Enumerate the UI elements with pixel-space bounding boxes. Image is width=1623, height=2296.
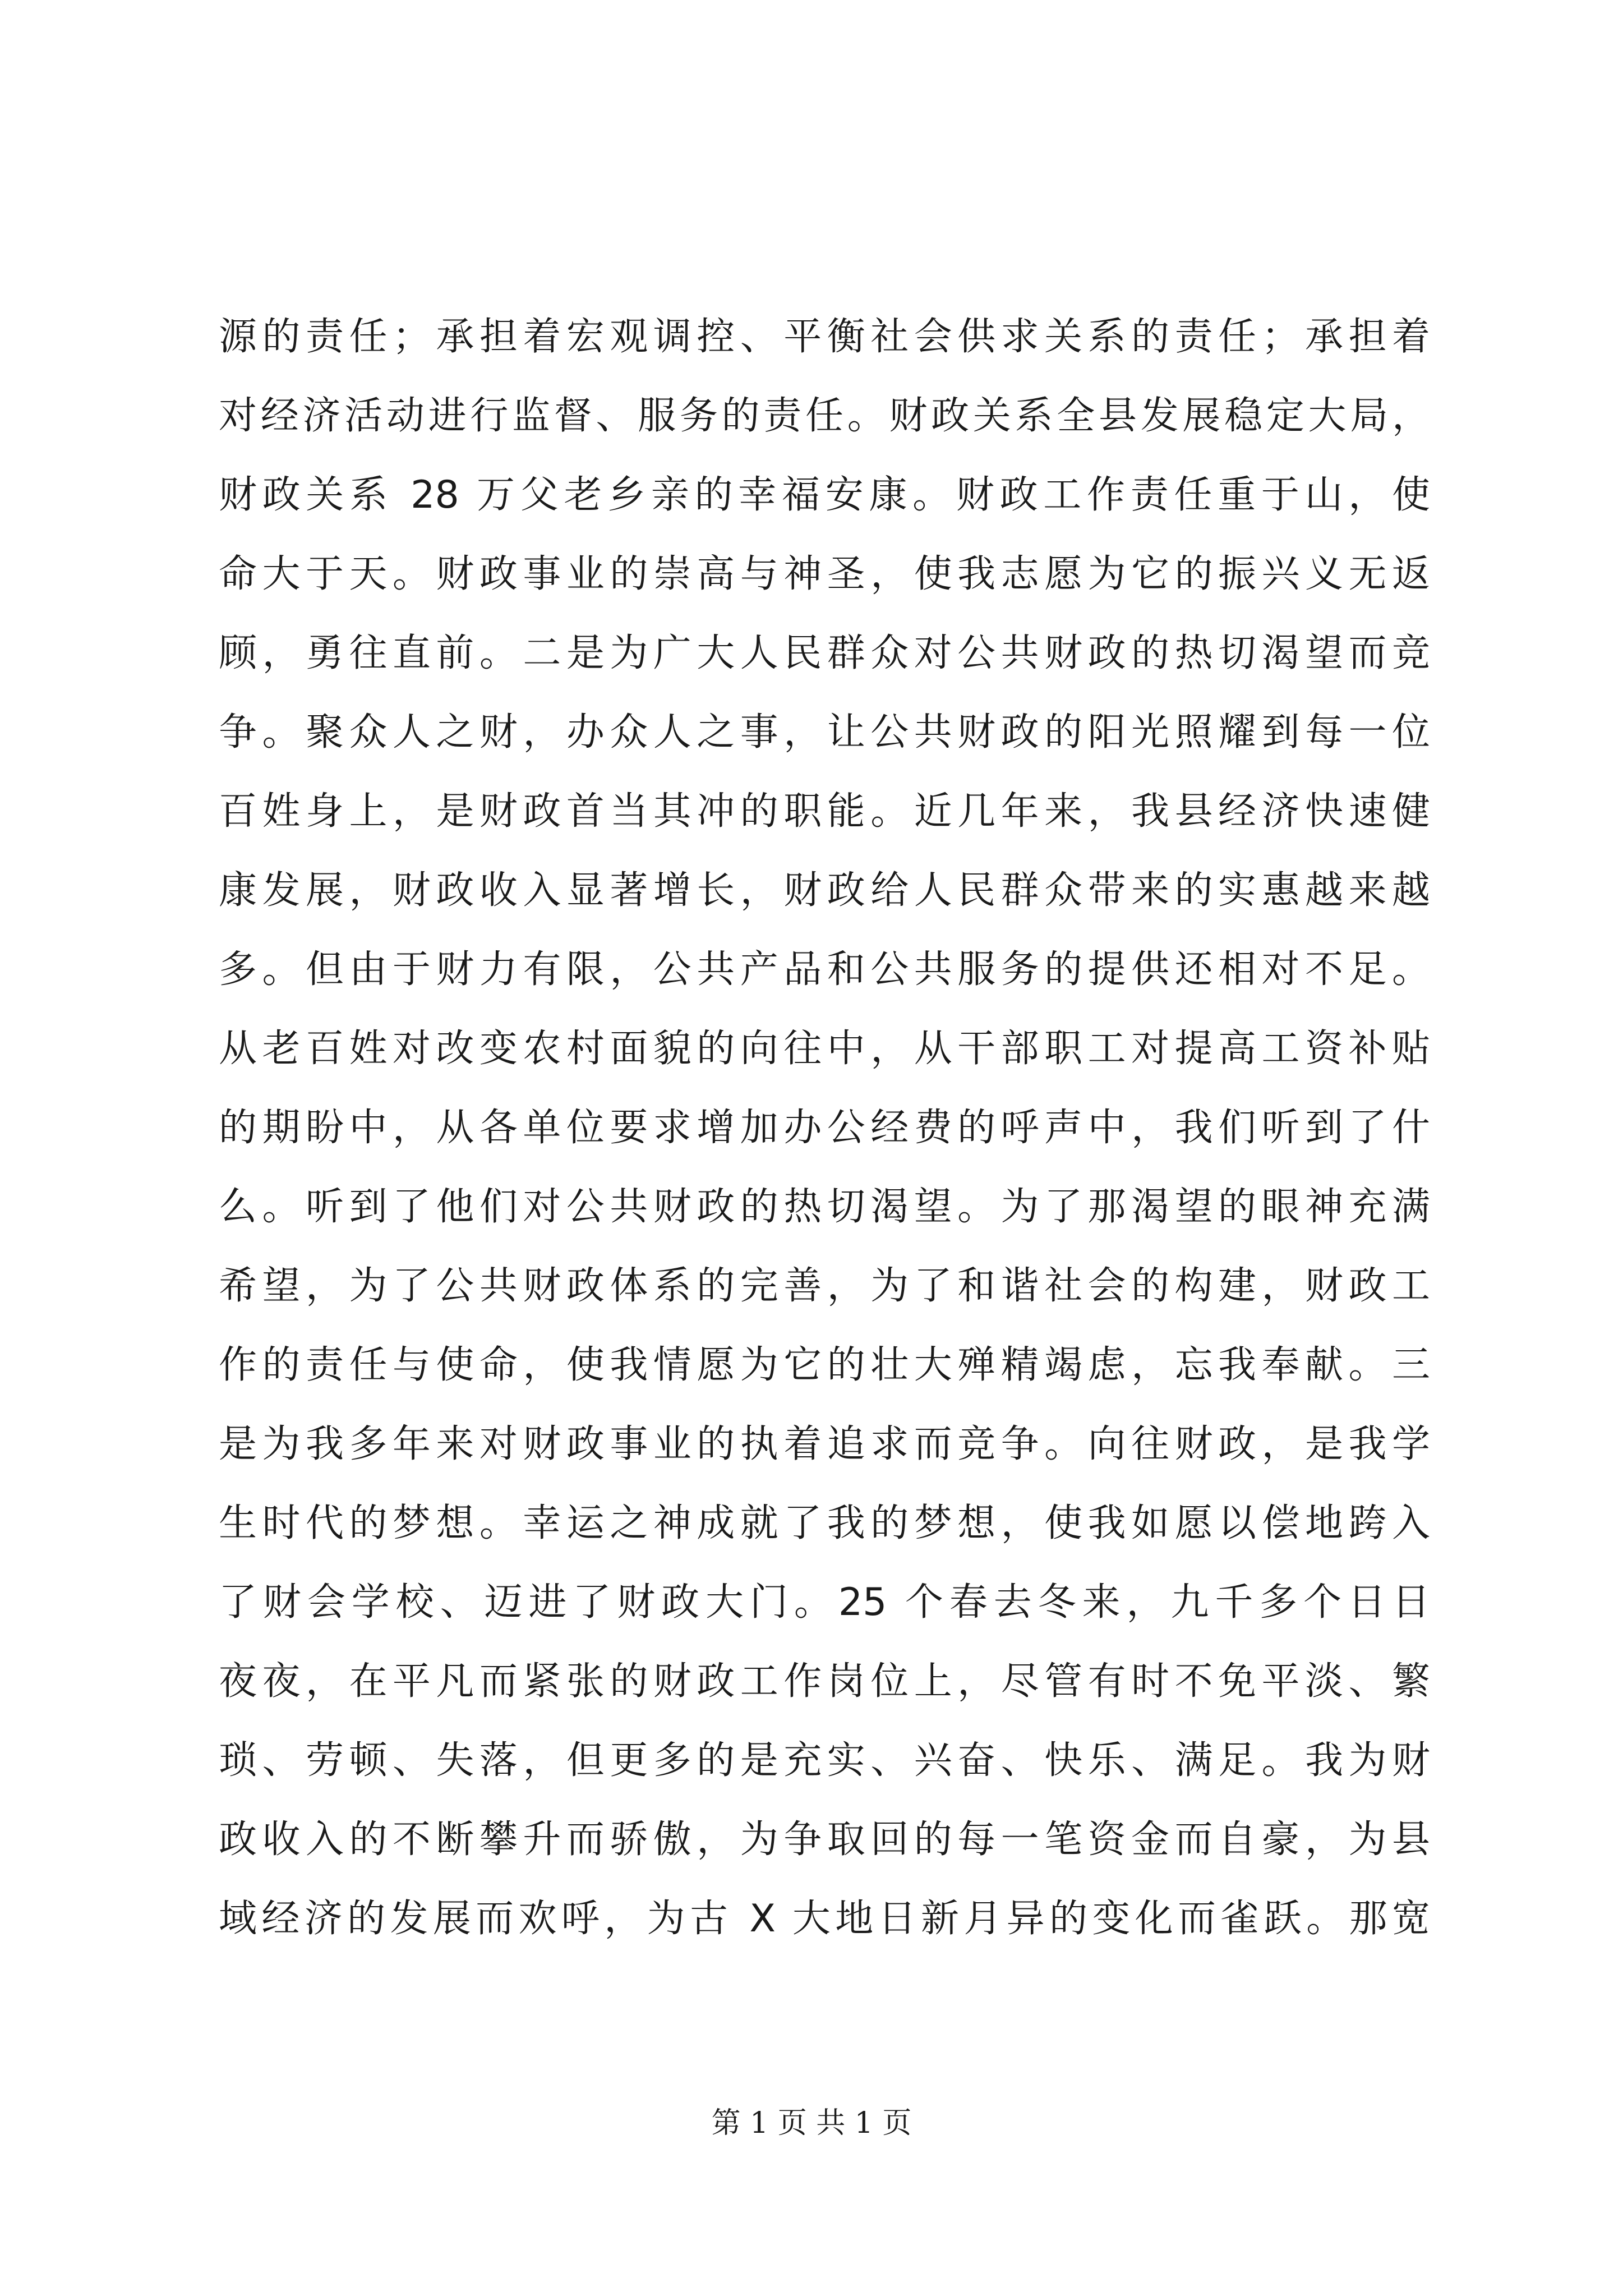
text-line: 的期盼中，从各单位要求增加办公经费的呼声中，我们听到了什: [219, 1106, 1430, 1150]
text-line: 命大于天。财政事业的崇高与神圣，使我志愿为它的振兴义无返: [219, 552, 1430, 596]
body-text: [219, 297, 1430, 1958]
text-line: 希望，为了公共财政体系的完善，为了和谐社会的构建，财政工: [219, 1264, 1430, 1308]
text-line: 夜夜，在平凡而紧张的财政工作岗位上，尽管有时不免平淡、繁: [219, 1659, 1430, 1704]
text-line: 源的责任；承担着宏观调控、平衡社会供求关系的责任；承担着: [219, 315, 1430, 359]
page-footer: 第 1 页 共 1 页: [711, 2106, 912, 2140]
text-line: 百姓身上，是财政首当其冲的职能。近几年来，我县经济快速健: [219, 789, 1430, 834]
text-line: 争。聚众人之财，办众人之事，让公共财政的阳光照耀到每一位: [219, 710, 1430, 754]
text-line: 么。听到了他们对公共财政的热切渴望。为了那渴望的眼神充满: [219, 1185, 1430, 1229]
text-line: 是为我多年来对财政事业的执着追求而竞争。向往财政，是我学: [219, 1422, 1430, 1466]
text-line: 政收入的不断攀升而骄傲，为争取回的每一笔资金而自豪，为县: [219, 1818, 1430, 1862]
text-line: 从老百姓对改变农村面貌的向往中，从干部职工对提高工资补贴: [219, 1027, 1430, 1071]
text-line: 多。但由于财力有限，公共产品和公共服务的提供还相对不足。: [219, 947, 1430, 992]
text-line: 琐、劳顿、失落，但更多的是充实、兴奋、快乐、满足。我为财: [219, 1738, 1430, 1783]
text-line: 顾，勇往直前。二是为广大人民群众对公共财政的热切渴望而竞: [219, 631, 1430, 675]
text-line: 作的责任与使命，使我情愿为它的壮大殚精竭虑，忘我奉献。三: [219, 1343, 1430, 1387]
text-line: 财政关系 28 万父老乡亲的幸福安康。财政工作责任重于山，使: [219, 473, 1430, 517]
text-line: 域经济的发展而欢呼，为古 X 大地日新月异的变化而雀跃。那宽: [219, 1897, 1430, 1941]
text-line: 康发展，财政收入显著增长，财政给人民群众带来的实惠越来越: [219, 868, 1430, 913]
text-line: 了财会学校、迈进了财政大门。25 个春去冬来，九千多个日日: [219, 1580, 1430, 1625]
text-line: 对经济活动进行监督、服务的责任。财政关系全县发展稳定大局，: [219, 394, 1430, 438]
text-line: 生时代的梦想。幸运之神成就了我的梦想，使我如愿以偿地跨入: [219, 1501, 1430, 1545]
